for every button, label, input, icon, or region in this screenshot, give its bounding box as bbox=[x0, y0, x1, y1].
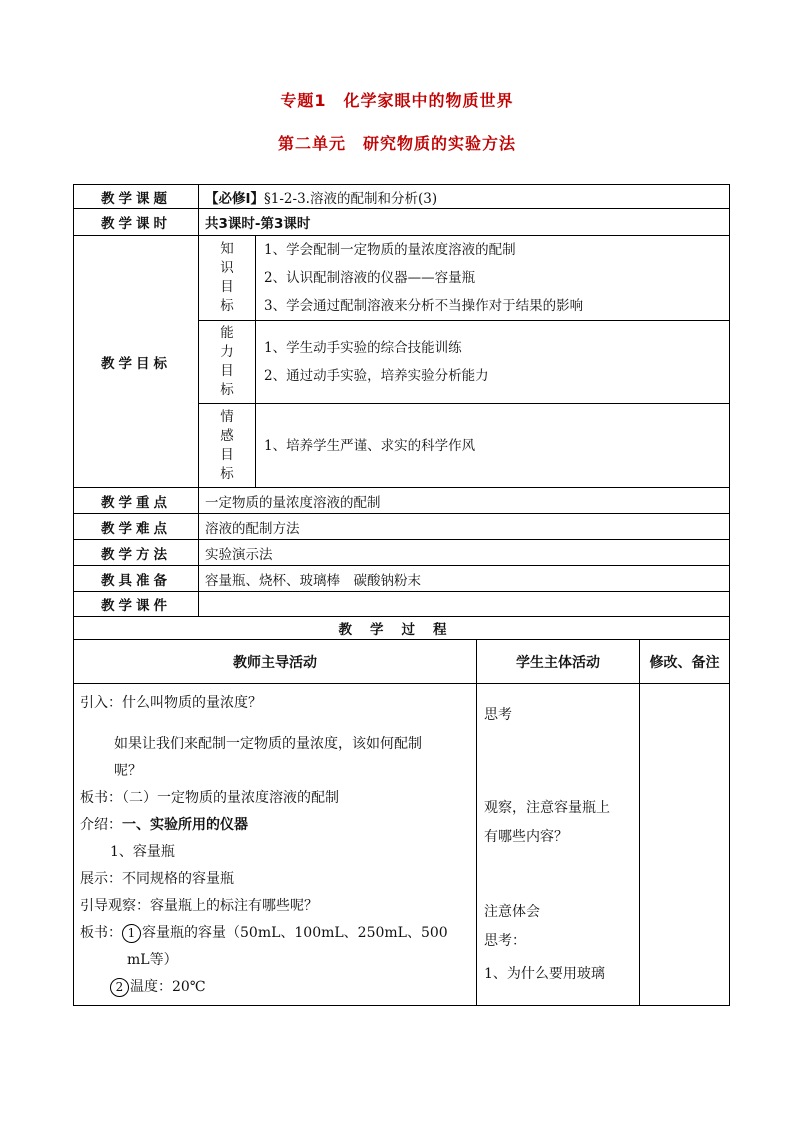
row-period bbox=[74, 209, 730, 236]
teacher-line: 1、容量瓶 bbox=[110, 844, 175, 860]
ability-label: 能 力 目 标 bbox=[199, 321, 256, 404]
ability-item: 1、学生动手实验的综合技能训练 bbox=[264, 340, 462, 356]
emotion-item: 1、培养学生严谨、求实的科学作风 bbox=[264, 437, 476, 454]
ability-items bbox=[256, 321, 730, 404]
topic-text: §1-2-3.溶液的配制和分析(3) bbox=[264, 190, 438, 207]
knowledge-label: 知 识 目 标 bbox=[199, 236, 256, 321]
teacher-line: 2 温度：20℃ bbox=[80, 974, 472, 1001]
teacher-line: 展示：不同规格的容量瓶 bbox=[80, 871, 234, 887]
tools-label: 教具准备 bbox=[74, 566, 199, 592]
topic-tag: 【必修Ⅰ】 bbox=[205, 190, 265, 207]
key-value: 一定物质的量浓度溶液的配制 bbox=[199, 488, 730, 514]
row-courseware bbox=[74, 592, 730, 617]
row-knowledge bbox=[74, 236, 730, 321]
student-line: 有哪些内容？ bbox=[484, 829, 568, 845]
teacher-line: 介绍：一、实验所用的仪器 bbox=[80, 817, 248, 833]
topic-label: 教学课题 bbox=[74, 185, 199, 209]
teacher-line: 引导观察：容量瓶上的标注有哪些呢？ bbox=[80, 898, 318, 914]
circled-number-icon: 1 bbox=[122, 924, 141, 943]
knowledge-item: 2、认识配制溶液的仪器——容量瓶 bbox=[264, 270, 476, 286]
goals-label: 教学目标 bbox=[74, 236, 199, 488]
row-process-title bbox=[74, 617, 730, 640]
notes-column-header: 修改、备注 bbox=[640, 640, 730, 684]
method-value: 实验演示法 bbox=[199, 540, 730, 566]
ability-item: 2、通过动手实验，培养实验分析能力 bbox=[264, 368, 489, 384]
method-label: 教学方法 bbox=[74, 540, 199, 566]
row-method bbox=[74, 540, 730, 566]
teacher-line: mL等） bbox=[127, 952, 178, 968]
student-line: 思考： bbox=[484, 933, 526, 949]
difficulty-value: 溶液的配制方法 bbox=[199, 514, 730, 540]
emotion-items bbox=[256, 404, 730, 488]
row-topic bbox=[74, 185, 730, 209]
row-tools bbox=[74, 566, 730, 592]
teacher-column-header: 教师主导活动 bbox=[74, 640, 477, 684]
courseware-value bbox=[199, 592, 730, 617]
knowledge-item: 1、学会配制一定物质的量浓度溶液的配制 bbox=[264, 242, 516, 258]
period-value: 共3课时-第3课时 bbox=[199, 209, 730, 236]
student-line: 思考 bbox=[484, 707, 512, 723]
notes-cell bbox=[640, 684, 730, 1006]
difficulty-label: 教学难点 bbox=[74, 514, 199, 540]
row-key bbox=[74, 488, 730, 514]
knowledge-item: 3、学会通过配制溶液来分析不当操作对于结果的影响 bbox=[264, 298, 584, 314]
teacher-line: 引入：什么叫物质的量浓度？ bbox=[80, 695, 262, 711]
student-line: 观察，注意容量瓶上 bbox=[484, 800, 610, 816]
row-process-header bbox=[74, 640, 730, 684]
teacher-line: 如果让我们来配制一定物质的量浓度，该如何配制 bbox=[114, 736, 422, 752]
teacher-line: 板书： 1 容量瓶的容量（50mL、100mL、250mL、500 bbox=[80, 925, 448, 941]
teacher-line: 呢？ bbox=[114, 763, 142, 779]
courseware-label: 教学课件 bbox=[74, 592, 199, 617]
emotion-label: 情 感 目 标 bbox=[199, 404, 256, 488]
lesson-plan-table bbox=[73, 184, 730, 1006]
page-title: 专题1 化学家眼中的物质世界 bbox=[280, 91, 514, 110]
student-activities bbox=[477, 684, 640, 1006]
teacher-activities bbox=[74, 684, 477, 1006]
key-label: 教学重点 bbox=[74, 488, 199, 514]
row-difficulty bbox=[74, 514, 730, 540]
tools-value: 容量瓶、烧杯、玻璃棒 碳酸钠粉末 bbox=[199, 566, 730, 592]
topic-value bbox=[199, 185, 730, 209]
student-line: 注意体会 bbox=[484, 904, 540, 920]
knowledge-items bbox=[256, 236, 730, 321]
period-label: 教学课时 bbox=[74, 209, 199, 236]
row-process-body bbox=[74, 684, 730, 1006]
student-column-header: 学生主体活动 bbox=[477, 640, 640, 684]
process-title: 教学过程 bbox=[74, 617, 730, 640]
student-line: 1、为什么要用玻璃 bbox=[484, 966, 605, 982]
teacher-line: 板书：（二）一定物质的量浓度溶液的配制 bbox=[80, 790, 339, 806]
circled-number-icon: 2 bbox=[110, 978, 129, 997]
page-subtitle: 第二单元 研究物质的实验方法 bbox=[277, 134, 516, 153]
